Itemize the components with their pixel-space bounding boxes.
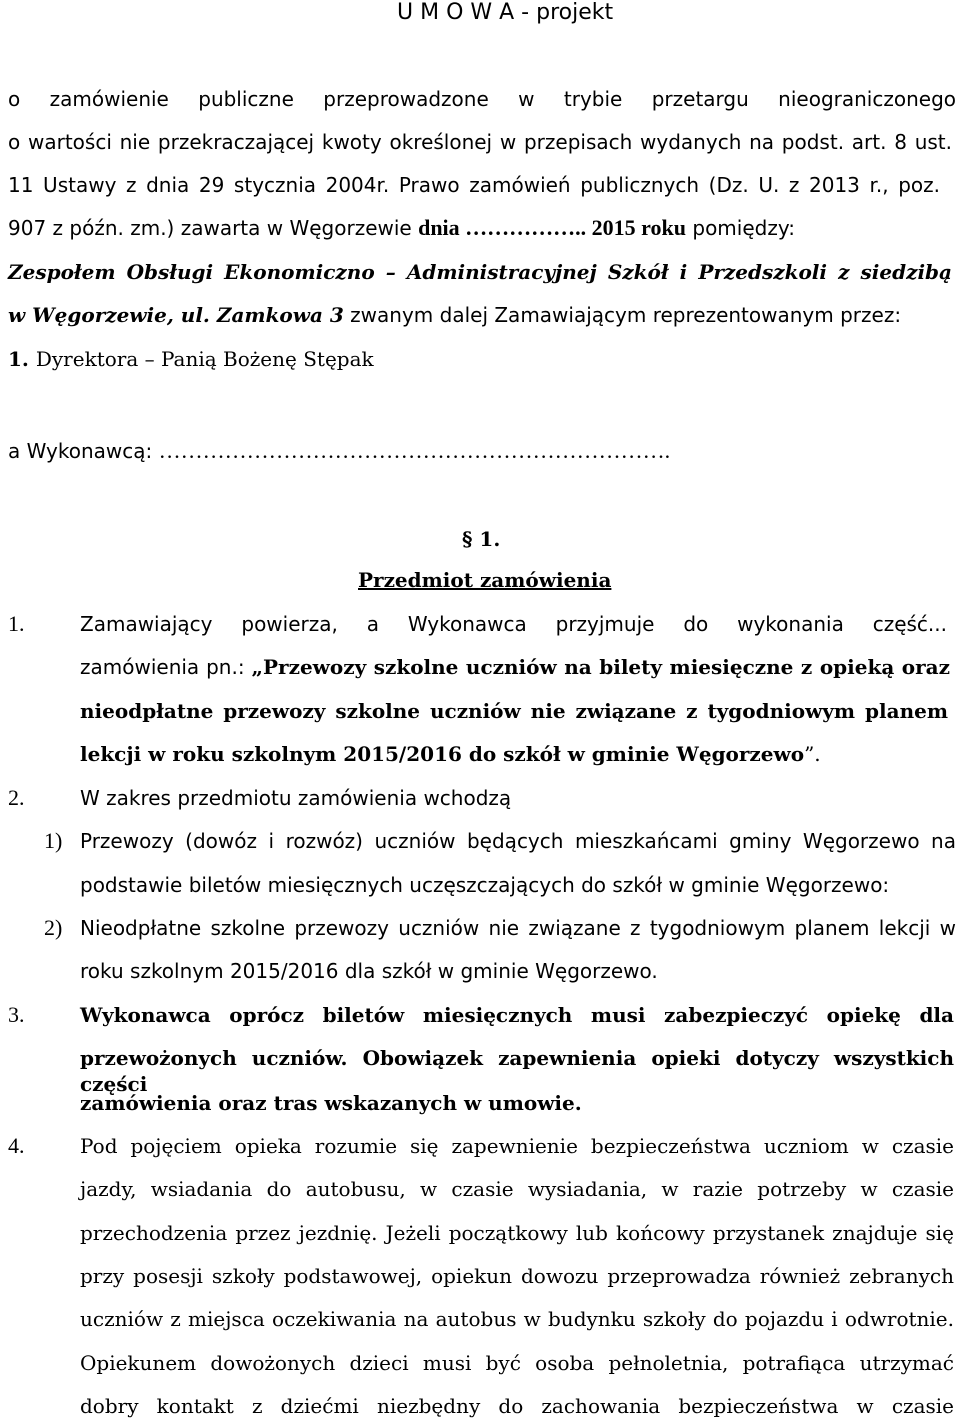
item-2-number: 2. [8, 785, 25, 810]
item-1-line-2-a: zamówienia pn.: [80, 655, 252, 679]
item-4-line-5: uczniów z miejsca oczekiwania na autobus w budynku szkoły do pojazdu i odwrotnie. [80, 1307, 954, 1331]
intro-party-address: w Węgorzewie, ul. Zamkowa 3 [8, 303, 344, 327]
item-2-sub-1-line-1: Przewozy (dowóz i rozwóz) uczniów będących mieszkańcami gminy Węgorzewo na [80, 829, 956, 853]
document-title: U M O W A - projekt [397, 0, 614, 25]
item-3-line-3: zamówienia oraz tras wskazanych w umowie. [80, 1091, 582, 1115]
intro-line-6 [8, 302, 901, 328]
item-3-line-2: przewożonych uczniów. Obowiązek zapewnienia opieki dotyczy wszystkich części [80, 1046, 954, 1096]
item-1-title-part-2: nieodpłatne przewozy szkolne uczniów nie związane z tygodniowym planem [80, 699, 948, 723]
item-4-line-4: przy posesji szkoły podstawowej, opiekun dowozu przeprowadza również zebranych [80, 1264, 954, 1288]
intro-line-4-d: pomiędzy: [686, 216, 795, 240]
intro-party-name: Zespołem Obsługi Ekonomiczno – Administracyjnej Szkół i Przedszkoli z siedzibą [8, 260, 952, 284]
item-3-line-1: Wykonawca oprócz biletów miesięcznych musi zabezpieczyć opiekę dla [80, 1003, 954, 1027]
item-1-number: 1. [8, 611, 25, 636]
intro-line-4-date: …………….. 2015 roku [459, 215, 687, 240]
item-4-line-7: dobry kontakt z dziećmi niezbędny do zachowania bezpieczeństwa w czasie [80, 1394, 954, 1418]
intro-line-6-b: zwanym dalej Zamawiającym reprezentowanym przez: [343, 303, 902, 327]
contractor-blank: ……………………………………………………………. [158, 438, 671, 463]
contractor-label: a Wykonawcą: [8, 439, 159, 463]
section-number: § 1. [462, 527, 501, 551]
item-4-line-1: Pod pojęciem opieka rozumie się zapewnienie bezpieczeństwa uczniom w czasie [80, 1134, 954, 1158]
item-2-sub-1-line-2: podstawie biletów miesięcznych uczęszczających do szkół w gminie Węgorzewo: [80, 873, 890, 897]
contractor-line [8, 438, 670, 464]
intro-line-4-date-label: dnia [418, 215, 460, 240]
intro-line-3: 11 Ustawy z dnia 29 stycznia 2004r. Prawo zamówień publicznych (Dz. U. z 2013 r., poz. [8, 173, 940, 197]
intro-representative-name: Panią Bożenę Stępak [160, 347, 374, 371]
item-1-title-part-3: lekcji w roku szkolnym 2015/2016 do szkół w gminie Węgorzewo [80, 742, 805, 766]
intro-line-4-a: 907 z późn. zm.) zawarta w Węgorzewie [8, 216, 419, 240]
item-4-line-2: jazdy, wsiadania do autobusu, w czasie wysiadania, w razie potrzeby w czasie [80, 1177, 954, 1201]
item-4-line-6: Opiekunem dowożonych dzieci musi być osoba pełnoletnia, potrafiąca utrzymać [80, 1351, 954, 1375]
item-1-line-4 [80, 741, 821, 767]
intro-representative-num: 1. [8, 347, 36, 371]
item-3-number: 3. [8, 1002, 25, 1027]
item-1-line-2 [80, 654, 950, 680]
intro-line-1: o zamówienie publiczne przeprowadzone w trybie przetargu nieograniczonego [8, 87, 956, 111]
item-4-line-3: przechodzenia przez jezdnię. Jeżeli początkowy lub końcowy przystanek znajduje się [80, 1221, 954, 1245]
item-2-sub-2-line-1: Nieodpłatne szkolne przewozy uczniów nie związane z tygodniowym planem lekcji w [80, 916, 956, 940]
item-2-sub-1-number: 1) [44, 828, 63, 853]
item-2-line-1: W zakres przedmiotu zamówienia wchodzą [80, 786, 512, 810]
section-heading: Przedmiot zamówienia [358, 568, 612, 592]
intro-line-2: o wartości nie przekraczającej kwoty określonej w przepisach wydanych na podst. art. 8 ust. [8, 130, 952, 154]
item-4-number: 4. [8, 1133, 25, 1158]
item-2-sub-2-number: 2) [44, 915, 63, 940]
intro-representative-role: Dyrektora – [35, 347, 161, 371]
item-1-line-1: Zamawiający powierza, a Wykonawca przyjmuje do wykonania część... [80, 612, 947, 636]
item-1-title-part-1: „Przewozy szkolne uczniów na bilety miesięczne z opieką oraz [251, 655, 950, 679]
intro-line-4 [8, 215, 795, 241]
item-1-line-4-end: ”. [804, 742, 821, 766]
intro-representative [8, 346, 374, 372]
item-2-sub-2-line-2: roku szkolnym 2015/2016 dla szkół w gminie Węgorzewo. [80, 959, 658, 983]
